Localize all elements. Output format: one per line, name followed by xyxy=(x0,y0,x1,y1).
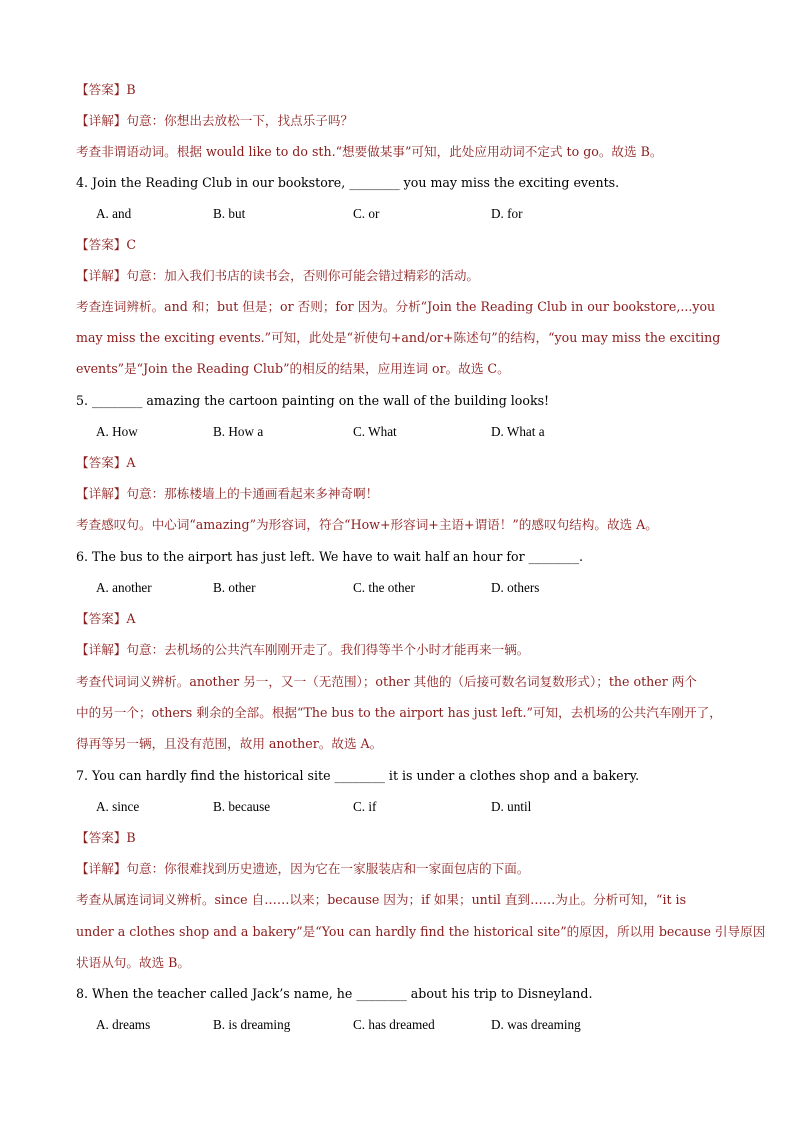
q4-answer: 【答案】C xyxy=(76,237,137,252)
q6-option-d: D. others xyxy=(491,580,540,595)
q6-explanation-1: 考查代词词义辨析。another 另一，又一（无范围）；other 其他的（后接可数名词复数形式）；the other 两个 xyxy=(76,674,697,689)
q8-option-b: B. is dreaming xyxy=(213,1017,291,1032)
q3-answer: 【答案】B xyxy=(76,82,136,97)
q7-option-c: C. if xyxy=(353,799,377,814)
q5-option-b: B. How a xyxy=(213,424,264,439)
q7-stem: 7. You can hardly find the historical site ________ it is under a clothes shop and a bakery. xyxy=(76,768,640,783)
q6-explanation-2: 中的另一个；others 剩余的全部。根据“The bus to the airport has just left.”可知，去机场的公共汽车刚开了， xyxy=(76,705,722,720)
q5-detail: 【详解】句意：那栋楼墙上的卡通画看起来多神奇啊！ xyxy=(76,486,379,501)
q6-explanation-3: 得再等另一辆，且没有范围，故用 another。故选 A。 xyxy=(76,736,383,751)
q7-option-a: A. since xyxy=(96,799,140,814)
q7-explanation-2: under a clothes shop and a bakery”是“You can hardly find the historical site”的原因，所以用 because 引导原因 xyxy=(76,924,766,939)
q5-option-a: A. How xyxy=(96,424,138,439)
q5-option-d: D. What a xyxy=(491,424,545,439)
q3-detail: 【详解】句意：你想出去放松一下，找点乐子吗？ xyxy=(76,113,354,128)
q8-option-a: A. dreams xyxy=(96,1017,151,1032)
q8-stem: 8. When the teacher called Jack’s name, he ________ about his trip to Disneyland. xyxy=(76,986,593,1001)
q7-option-d: D. until xyxy=(491,799,532,814)
q4-option-b: B. but xyxy=(213,206,246,221)
q6-option-c: C. the other xyxy=(353,580,415,595)
q4-explanation-1: 考查连词辨析。and 和；but 但是；or 否则；for 因为。分析“Join the Reading Club in our bookstore,...you xyxy=(76,299,716,314)
q7-answer: 【答案】B xyxy=(76,830,136,845)
q8-option-d: D. was dreaming xyxy=(491,1017,581,1032)
q7-explanation-1: 考查从属连词词义辨析。since 自……以来；because 因为；if 如果；until 直到……为止。分析可知，“it is xyxy=(76,892,687,907)
q5-explanation: 考查感叹句。中心词“amazing”为形容词，符合“How+形容词+主语+谓语！”的感叹句结构。故选 A。 xyxy=(76,517,658,532)
q3-explanation: 考查非谓语动词。根据 would like to do sth.“想要做某事”可知，此处应用动词不定式 to go。故选 B。 xyxy=(76,144,663,159)
q7-detail: 【详解】句意：你很难找到历史遗迹，因为它在一家服装店和一家面包店的下面。 xyxy=(76,861,530,876)
q4-option-d: D. for xyxy=(491,206,523,221)
q8-option-c: C. has dreamed xyxy=(353,1017,435,1032)
q4-option-c: C. or xyxy=(353,206,380,221)
q4-explanation-2: may miss the exciting events.”可知，此处是“祈使句+and/or+陈述句”的结构，“you may miss the exciting xyxy=(76,330,721,345)
q5-option-c: C. What xyxy=(353,424,397,439)
q7-explanation-3: 状语从句。故选 B。 xyxy=(76,955,191,970)
q5-answer: 【答案】A xyxy=(76,455,136,470)
q7-option-b: B. because xyxy=(213,799,271,814)
q5-stem: 5. ________ amazing the cartoon painting on the wall of the building looks! xyxy=(76,393,550,408)
q6-stem: 6. The bus to the airport has just left. We have to wait half an hour for ________. xyxy=(76,549,584,564)
q6-detail: 【详解】句意：去机场的公共汽车刚刚开走了。我们得等半个小时才能再来一辆。 xyxy=(76,642,530,657)
q6-answer: 【答案】A xyxy=(76,611,136,626)
q6-option-a: A. another xyxy=(96,580,152,595)
q6-option-b: B. other xyxy=(213,580,256,595)
q4-stem: 4. Join the Reading Club in our bookstore, ________ you may miss the exciting events. xyxy=(76,175,620,190)
q4-explanation-3: events”是“Join the Reading Club”的相反的结果，应用连词 or。故选 C。 xyxy=(76,361,510,376)
q4-option-a: A. and xyxy=(96,206,132,221)
q4-detail: 【详解】句意：加入我们书店的读书会，否则你可能会错过精彩的活动。 xyxy=(76,268,479,283)
